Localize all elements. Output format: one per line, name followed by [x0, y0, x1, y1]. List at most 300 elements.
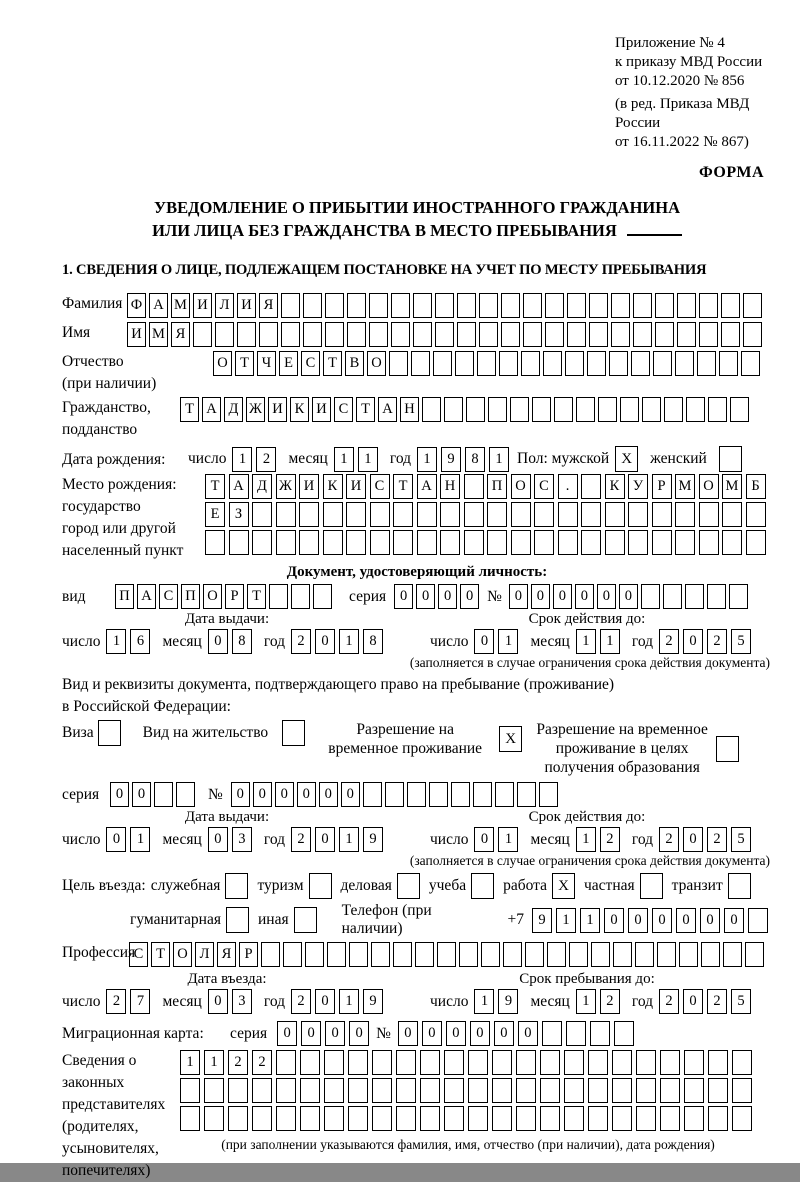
char-box[interactable]: О: [173, 942, 192, 967]
char-box[interactable]: И: [299, 474, 319, 499]
char-box[interactable]: 0: [700, 908, 720, 933]
char-box[interactable]: 0: [275, 782, 294, 807]
char-box[interactable]: [547, 942, 566, 967]
char-box[interactable]: [503, 942, 522, 967]
char-box[interactable]: [719, 351, 738, 376]
char-box[interactable]: У: [628, 474, 648, 499]
char-box[interactable]: И: [268, 397, 287, 422]
char-box[interactable]: [347, 322, 366, 347]
purpose-private-checkbox[interactable]: [640, 873, 663, 899]
char-box[interactable]: [501, 293, 520, 318]
char-box[interactable]: 0: [575, 584, 594, 609]
char-box[interactable]: Д: [252, 474, 272, 499]
char-box[interactable]: [369, 322, 388, 347]
residence-checkbox[interactable]: [282, 720, 305, 746]
char-box[interactable]: [657, 942, 676, 967]
char-box[interactable]: А: [202, 397, 221, 422]
char-box[interactable]: [348, 1078, 368, 1103]
char-box[interactable]: Р: [239, 942, 258, 967]
char-box[interactable]: 1: [498, 827, 518, 852]
char-box[interactable]: [699, 293, 718, 318]
char-box[interactable]: 1: [576, 989, 596, 1014]
char-box[interactable]: [628, 502, 648, 527]
char-box[interactable]: [708, 397, 727, 422]
char-box[interactable]: [722, 530, 742, 555]
char-box[interactable]: [653, 351, 672, 376]
char-box[interactable]: [677, 293, 696, 318]
purpose-work-checkbox[interactable]: X: [552, 873, 575, 899]
char-box[interactable]: [516, 1106, 536, 1131]
char-box[interactable]: [534, 502, 554, 527]
char-box[interactable]: 8: [232, 629, 252, 654]
char-box[interactable]: Т: [247, 584, 266, 609]
char-box[interactable]: Д: [224, 397, 243, 422]
char-box[interactable]: Л: [195, 942, 214, 967]
char-box[interactable]: [229, 530, 249, 555]
char-box[interactable]: [451, 782, 470, 807]
char-box[interactable]: [641, 584, 660, 609]
char-box[interactable]: 0: [460, 584, 479, 609]
char-box[interactable]: 1: [358, 447, 378, 472]
purpose-official-checkbox[interactable]: [225, 873, 248, 899]
char-box[interactable]: 7: [130, 989, 150, 1014]
char-box[interactable]: [540, 1050, 560, 1075]
char-box[interactable]: З: [229, 502, 249, 527]
char-box[interactable]: [393, 530, 413, 555]
char-box[interactable]: 0: [315, 989, 335, 1014]
char-box[interactable]: [730, 397, 749, 422]
char-box[interactable]: Т: [393, 474, 413, 499]
char-box[interactable]: [675, 530, 695, 555]
char-box[interactable]: [488, 397, 507, 422]
char-box[interactable]: 2: [291, 989, 311, 1014]
char-box[interactable]: 1: [600, 629, 620, 654]
char-box[interactable]: [369, 293, 388, 318]
char-box[interactable]: [510, 397, 529, 422]
char-box[interactable]: 1: [498, 629, 518, 654]
char-box[interactable]: О: [203, 584, 222, 609]
char-box[interactable]: 1: [339, 989, 359, 1014]
char-box[interactable]: 0: [231, 782, 250, 807]
char-box[interactable]: [684, 1050, 704, 1075]
char-box[interactable]: [305, 942, 324, 967]
char-box[interactable]: 0: [628, 908, 648, 933]
char-box[interactable]: [370, 502, 390, 527]
char-box[interactable]: [611, 293, 630, 318]
char-box[interactable]: [723, 942, 742, 967]
char-box[interactable]: [675, 351, 694, 376]
char-box[interactable]: [299, 502, 319, 527]
char-box[interactable]: 2: [659, 989, 679, 1014]
char-box[interactable]: 0: [315, 629, 335, 654]
char-box[interactable]: [516, 1078, 536, 1103]
char-box[interactable]: [707, 584, 726, 609]
char-box[interactable]: О: [367, 351, 386, 376]
char-box[interactable]: [269, 584, 288, 609]
char-box[interactable]: 0: [315, 827, 335, 852]
char-box[interactable]: К: [605, 474, 625, 499]
purpose-study-checkbox[interactable]: [471, 873, 494, 899]
char-box[interactable]: [300, 1078, 320, 1103]
char-box[interactable]: [741, 351, 760, 376]
char-box[interactable]: 0: [683, 989, 703, 1014]
char-box[interactable]: И: [127, 322, 146, 347]
char-box[interactable]: [516, 1050, 536, 1075]
char-box[interactable]: [468, 1050, 488, 1075]
char-box[interactable]: 3: [232, 827, 252, 852]
char-box[interactable]: [193, 322, 212, 347]
char-box[interactable]: 0: [277, 1021, 297, 1046]
char-box[interactable]: [396, 1078, 416, 1103]
char-box[interactable]: [708, 1078, 728, 1103]
char-box[interactable]: [435, 293, 454, 318]
char-box[interactable]: [569, 942, 588, 967]
char-box[interactable]: О: [511, 474, 531, 499]
char-box[interactable]: 0: [422, 1021, 442, 1046]
char-box[interactable]: .: [558, 474, 578, 499]
char-box[interactable]: [628, 530, 648, 555]
char-box[interactable]: [746, 530, 766, 555]
char-box[interactable]: [743, 322, 762, 347]
char-box[interactable]: Ж: [276, 474, 296, 499]
char-box[interactable]: [349, 942, 368, 967]
char-box[interactable]: [525, 942, 544, 967]
char-box[interactable]: [276, 1050, 296, 1075]
char-box[interactable]: [413, 322, 432, 347]
char-box[interactable]: [324, 1050, 344, 1075]
char-box[interactable]: 0: [619, 584, 638, 609]
temp-residence-edu-checkbox[interactable]: [716, 736, 739, 762]
sex-male-checkbox[interactable]: X: [615, 446, 638, 472]
char-box[interactable]: 0: [553, 584, 572, 609]
char-box[interactable]: [393, 502, 413, 527]
char-box[interactable]: [429, 782, 448, 807]
char-box[interactable]: Ф: [127, 293, 146, 318]
char-box[interactable]: [252, 502, 272, 527]
char-box[interactable]: 5: [731, 989, 751, 1014]
char-box[interactable]: [444, 1078, 464, 1103]
char-box[interactable]: [372, 1078, 392, 1103]
char-box[interactable]: А: [378, 397, 397, 422]
char-box[interactable]: [205, 530, 225, 555]
char-box[interactable]: 2: [707, 629, 727, 654]
char-box[interactable]: [481, 942, 500, 967]
char-box[interactable]: [587, 351, 606, 376]
char-box[interactable]: 2: [256, 447, 276, 472]
char-box[interactable]: [371, 942, 390, 967]
char-box[interactable]: [652, 502, 672, 527]
char-box[interactable]: [252, 1106, 272, 1131]
char-box[interactable]: 2: [659, 827, 679, 852]
char-box[interactable]: [636, 1078, 656, 1103]
char-box[interactable]: [324, 1078, 344, 1103]
char-box[interactable]: [276, 502, 296, 527]
char-box[interactable]: [422, 397, 441, 422]
char-box[interactable]: [605, 530, 625, 555]
char-box[interactable]: [487, 530, 507, 555]
char-box[interactable]: [455, 351, 474, 376]
char-box[interactable]: Я: [217, 942, 236, 967]
char-box[interactable]: [660, 1078, 680, 1103]
char-box[interactable]: [391, 293, 410, 318]
char-box[interactable]: [444, 1050, 464, 1075]
char-box[interactable]: [346, 502, 366, 527]
char-box[interactable]: [743, 293, 762, 318]
char-box[interactable]: 0: [301, 1021, 321, 1046]
char-box[interactable]: [589, 322, 608, 347]
char-box[interactable]: Т: [151, 942, 170, 967]
char-box[interactable]: 1: [204, 1050, 224, 1075]
char-box[interactable]: Е: [279, 351, 298, 376]
char-box[interactable]: 1: [556, 908, 576, 933]
char-box[interactable]: [495, 782, 514, 807]
char-box[interactable]: [444, 397, 463, 422]
char-box[interactable]: [614, 1021, 634, 1046]
char-box[interactable]: 0: [394, 584, 413, 609]
char-box[interactable]: [684, 1078, 704, 1103]
char-box[interactable]: [697, 351, 716, 376]
char-box[interactable]: [620, 397, 639, 422]
char-box[interactable]: О: [213, 351, 232, 376]
char-box[interactable]: Б: [746, 474, 766, 499]
char-box[interactable]: М: [675, 474, 695, 499]
char-box[interactable]: [468, 1106, 488, 1131]
char-box[interactable]: С: [301, 351, 320, 376]
char-box[interactable]: А: [137, 584, 156, 609]
purpose-transit-checkbox[interactable]: [728, 873, 751, 899]
visa-checkbox[interactable]: [98, 720, 121, 746]
char-box[interactable]: [299, 530, 319, 555]
char-box[interactable]: [457, 293, 476, 318]
char-box[interactable]: [564, 1106, 584, 1131]
char-box[interactable]: [612, 1050, 632, 1075]
char-box[interactable]: [228, 1078, 248, 1103]
char-box[interactable]: [633, 322, 652, 347]
char-box[interactable]: [567, 322, 586, 347]
char-box[interactable]: [323, 530, 343, 555]
char-box[interactable]: [252, 1078, 272, 1103]
char-box[interactable]: 0: [676, 908, 696, 933]
char-box[interactable]: Ч: [257, 351, 276, 376]
char-box[interactable]: [291, 584, 310, 609]
char-box[interactable]: [631, 351, 650, 376]
char-box[interactable]: 1: [106, 629, 126, 654]
char-box[interactable]: [444, 1106, 464, 1131]
char-box[interactable]: 0: [438, 584, 457, 609]
char-box[interactable]: [517, 782, 536, 807]
purpose-tourism-checkbox[interactable]: [309, 873, 332, 899]
char-box[interactable]: [370, 530, 390, 555]
char-box[interactable]: 1: [417, 447, 437, 472]
char-box[interactable]: [396, 1050, 416, 1075]
char-box[interactable]: 9: [498, 989, 518, 1014]
char-box[interactable]: [464, 474, 484, 499]
char-box[interactable]: 2: [106, 989, 126, 1014]
char-box[interactable]: 0: [509, 584, 528, 609]
char-box[interactable]: [591, 942, 610, 967]
char-box[interactable]: Т: [205, 474, 225, 499]
sex-female-checkbox[interactable]: [719, 446, 742, 472]
char-box[interactable]: [699, 530, 719, 555]
char-box[interactable]: [564, 1078, 584, 1103]
char-box[interactable]: 0: [470, 1021, 490, 1046]
char-box[interactable]: [261, 942, 280, 967]
char-box[interactable]: 1: [180, 1050, 200, 1075]
char-box[interactable]: [636, 1050, 656, 1075]
char-box[interactable]: [215, 322, 234, 347]
char-box[interactable]: [652, 530, 672, 555]
char-box[interactable]: 9: [441, 447, 461, 472]
char-box[interactable]: 0: [474, 827, 494, 852]
char-box[interactable]: 0: [253, 782, 272, 807]
char-box[interactable]: [499, 351, 518, 376]
char-box[interactable]: 0: [494, 1021, 514, 1046]
char-box[interactable]: С: [334, 397, 353, 422]
char-box[interactable]: Т: [180, 397, 199, 422]
char-box[interactable]: [347, 293, 366, 318]
char-box[interactable]: [204, 1106, 224, 1131]
char-box[interactable]: А: [229, 474, 249, 499]
char-box[interactable]: [176, 782, 195, 807]
char-box[interactable]: [684, 1106, 704, 1131]
char-box[interactable]: А: [417, 474, 437, 499]
char-box[interactable]: О: [699, 474, 719, 499]
char-box[interactable]: [303, 322, 322, 347]
char-box[interactable]: [655, 293, 674, 318]
char-box[interactable]: Т: [323, 351, 342, 376]
char-box[interactable]: М: [171, 293, 190, 318]
char-box[interactable]: [540, 1106, 560, 1131]
char-box[interactable]: [464, 530, 484, 555]
char-box[interactable]: [492, 1106, 512, 1131]
char-box[interactable]: 0: [474, 629, 494, 654]
char-box[interactable]: [440, 502, 460, 527]
char-box[interactable]: [745, 942, 764, 967]
char-box[interactable]: [660, 1106, 680, 1131]
char-box[interactable]: Н: [400, 397, 419, 422]
char-box[interactable]: [581, 502, 601, 527]
char-box[interactable]: [479, 322, 498, 347]
char-box[interactable]: [545, 293, 564, 318]
char-box[interactable]: 1: [130, 827, 150, 852]
char-box[interactable]: Е: [205, 502, 225, 527]
char-box[interactable]: [588, 1050, 608, 1075]
char-box[interactable]: [588, 1078, 608, 1103]
char-box[interactable]: [721, 293, 740, 318]
char-box[interactable]: 0: [683, 827, 703, 852]
char-box[interactable]: [701, 942, 720, 967]
char-box[interactable]: 0: [604, 908, 624, 933]
char-box[interactable]: [479, 293, 498, 318]
temp-residence-checkbox[interactable]: X: [499, 726, 522, 752]
char-box[interactable]: [466, 397, 485, 422]
char-box[interactable]: [372, 1050, 392, 1075]
char-box[interactable]: [487, 502, 507, 527]
char-box[interactable]: [636, 1106, 656, 1131]
char-box[interactable]: [558, 530, 578, 555]
char-box[interactable]: [663, 584, 682, 609]
char-box[interactable]: [413, 293, 432, 318]
char-box[interactable]: К: [290, 397, 309, 422]
char-box[interactable]: Р: [225, 584, 244, 609]
char-box[interactable]: 0: [325, 1021, 345, 1046]
char-box[interactable]: [540, 1078, 560, 1103]
char-box[interactable]: [372, 1106, 392, 1131]
char-box[interactable]: 0: [446, 1021, 466, 1046]
char-box[interactable]: [327, 942, 346, 967]
char-box[interactable]: 0: [106, 827, 126, 852]
char-box[interactable]: [252, 530, 272, 555]
char-box[interactable]: [521, 351, 540, 376]
char-box[interactable]: [612, 1078, 632, 1103]
char-box[interactable]: [492, 1050, 512, 1075]
char-box[interactable]: [686, 397, 705, 422]
char-box[interactable]: С: [534, 474, 554, 499]
char-box[interactable]: 1: [576, 629, 596, 654]
char-box[interactable]: 0: [297, 782, 316, 807]
char-box[interactable]: [642, 397, 661, 422]
char-box[interactable]: [325, 322, 344, 347]
char-box[interactable]: [732, 1078, 752, 1103]
char-box[interactable]: 2: [600, 989, 620, 1014]
char-box[interactable]: 1: [232, 447, 252, 472]
char-box[interactable]: [468, 1078, 488, 1103]
char-box[interactable]: [433, 351, 452, 376]
char-box[interactable]: [611, 322, 630, 347]
char-box[interactable]: [511, 530, 531, 555]
char-box[interactable]: [324, 1106, 344, 1131]
char-box[interactable]: [204, 1078, 224, 1103]
char-box[interactable]: Ж: [246, 397, 265, 422]
char-box[interactable]: [708, 1106, 728, 1131]
char-box[interactable]: 1: [334, 447, 354, 472]
char-box[interactable]: [437, 942, 456, 967]
char-box[interactable]: [473, 782, 492, 807]
char-box[interactable]: 9: [363, 827, 383, 852]
char-box[interactable]: [276, 530, 296, 555]
char-box[interactable]: [746, 502, 766, 527]
char-box[interactable]: 9: [532, 908, 552, 933]
char-box[interactable]: 1: [339, 629, 359, 654]
char-box[interactable]: [732, 1050, 752, 1075]
char-box[interactable]: Я: [171, 322, 190, 347]
char-box[interactable]: [477, 351, 496, 376]
char-box[interactable]: М: [149, 322, 168, 347]
char-box[interactable]: [677, 322, 696, 347]
char-box[interactable]: [228, 1106, 248, 1131]
char-box[interactable]: [588, 1106, 608, 1131]
char-box[interactable]: 2: [291, 629, 311, 654]
char-box[interactable]: [440, 530, 460, 555]
char-box[interactable]: [154, 782, 173, 807]
char-box[interactable]: С: [159, 584, 178, 609]
char-box[interactable]: [435, 322, 454, 347]
char-box[interactable]: [415, 942, 434, 967]
char-box[interactable]: [721, 322, 740, 347]
char-box[interactable]: [699, 502, 719, 527]
purpose-business-checkbox[interactable]: [397, 873, 420, 899]
char-box[interactable]: [605, 502, 625, 527]
char-box[interactable]: [655, 322, 674, 347]
char-box[interactable]: 1: [339, 827, 359, 852]
char-box[interactable]: [598, 397, 617, 422]
char-box[interactable]: [391, 322, 410, 347]
char-box[interactable]: [532, 397, 551, 422]
char-box[interactable]: М: [722, 474, 742, 499]
char-box[interactable]: [722, 502, 742, 527]
char-box[interactable]: [417, 530, 437, 555]
char-box[interactable]: [313, 584, 332, 609]
